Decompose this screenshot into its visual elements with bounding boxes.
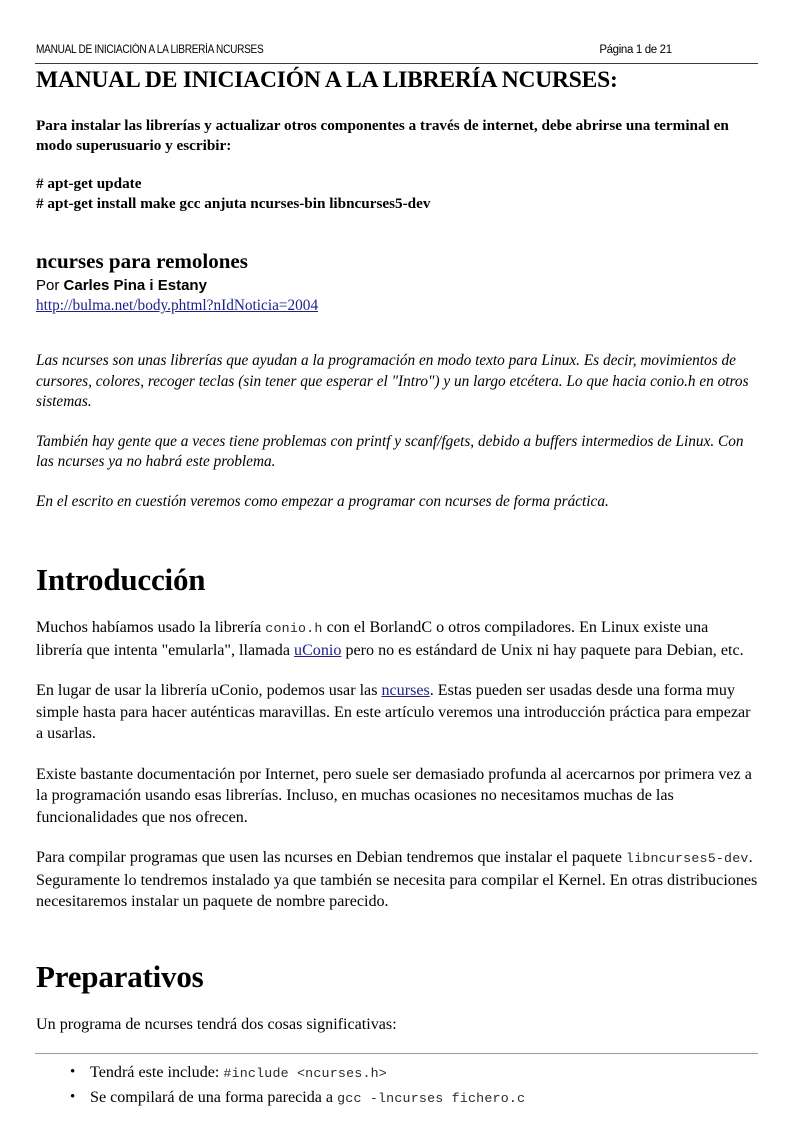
preparativos-intro: Un programa de ncurses tendrá dos cosas significativas: [36,1015,397,1033]
abstract-paragraph-1: Las ncurses son unas librerías que ayudan a la programación en modo texto para Linux. Es decir, movimientos de cursores, colores, recoger teclas (sin tener que esperar el "Intro") y un largo etcétera. Lo que hacia conio.h en otros sistemas. [36,352,749,410]
intro-p1-text-a: Muchos habíamos usado la librería [36,619,266,636]
intro-p2-text-b: . Estas pueden ser usadas desde una forma muy simple hasta para hacer auténticas maravillas. En este artículo veremos una introducción práctica para empezar a usarlas. [36,682,751,742]
preparativos-bullet-list [36,1061,758,1111]
bullet-2-text: Se compilará de una forma parecida a [90,1089,338,1106]
intro-p2-text-a: En lugar de usar la librería uConio, podemos usar las [36,682,382,699]
command-line-2: # apt-get install make gcc anjuta ncurses-bin libncurses5-dev [36,194,431,212]
introduccion-paragraph-2 [36,680,758,745]
intro-p1-text-c: pero no es estándard de Unix ni hay paquete para Debian, etc. [341,641,744,659]
inline-code-libncurses5-dev: libncurses5-dev [625,851,749,866]
section-heading-preparativos: Preparativos [36,958,204,994]
article-source-link[interactable]: http://bulma.net/body.phtml?nIdNoticia=2004 [36,297,319,314]
ncurses-link[interactable]: ncurses [381,682,430,699]
inline-code-conio-h: conio.h [265,621,323,636]
footer-divider [35,1053,758,1054]
section-heading-introduccion: Introducción [36,562,206,597]
author-name: Carles Pina i Estany [63,277,207,294]
intro-p4-text-b: . Seguramente lo tendremos instalado ya que también se necesita para compilar el Kernel. En otras distribuciones necesitaremos instalar un paquete de nombre parecido. [36,849,758,910]
list-item [70,1061,758,1086]
article-url-line [36,296,758,315]
abstract-paragraph-2: También hay gente que a veces tiene problemas con printf y scanf/fgets, debido a buffers intermedios de Linux. Con las ncurses ya no habrá este problema. [36,432,744,470]
inline-code-include-ncurses: #include <ncurses.h> [223,1066,387,1081]
intro-p4-text-a: Para compilar programas que usen las ncurses en Debian tendremos que instalar el paquete [36,849,626,866]
header-divider [35,63,758,64]
article-title: ncurses para remolones [36,249,248,273]
intro-p1-text-b: con el BorlandC o otros compiladores. En Linux existe una librería que intenta "emularla", llamada [36,619,709,659]
command-block [36,174,758,213]
list-item [70,1086,758,1111]
article-byline [36,276,758,295]
abstract-paragraph-3: En el escrito en cuestión veremos como empezar a programar con ncurses de forma práctica. [36,492,609,510]
byline-prefix: Por [36,277,64,294]
introduccion-paragraph-4 [36,847,758,913]
page-number-indicator: Página 1 de 21 [598,44,672,56]
command-line-1: # apt-get update [36,175,142,192]
document-content [36,66,758,1111]
uconio-link[interactable]: uConio [294,641,342,659]
inline-code-gcc-compile: gcc -lncurses fichero.c [337,1091,526,1106]
page-title: MANUAL DE INICIACIÓN A LA LIBRERÍA NCURSES: [36,67,618,93]
running-header [36,44,671,61]
introduccion-paragraph-1 [36,617,758,661]
lead-paragraph: Para instalar las librerías y actualizar otros componentes a través de internet, debe abrirse una terminal en modo superusuario y escribir: [36,117,729,154]
introduccion-paragraph-3: Existe bastante documentación por Internet, pero suele ser demasiado profunda al acercarnos por primera vez a la programación usando esas librerías. Incluso, en muchas ocasiones no necesitamos muchas de las funcionalidades que nos ofrecen. [36,765,752,826]
running-header-title: MANUAL DE INICIACIÓN A LA LIBRERÍA NCURSES [36,44,264,56]
bullet-1-text: Tendrá este include: [90,1064,224,1081]
